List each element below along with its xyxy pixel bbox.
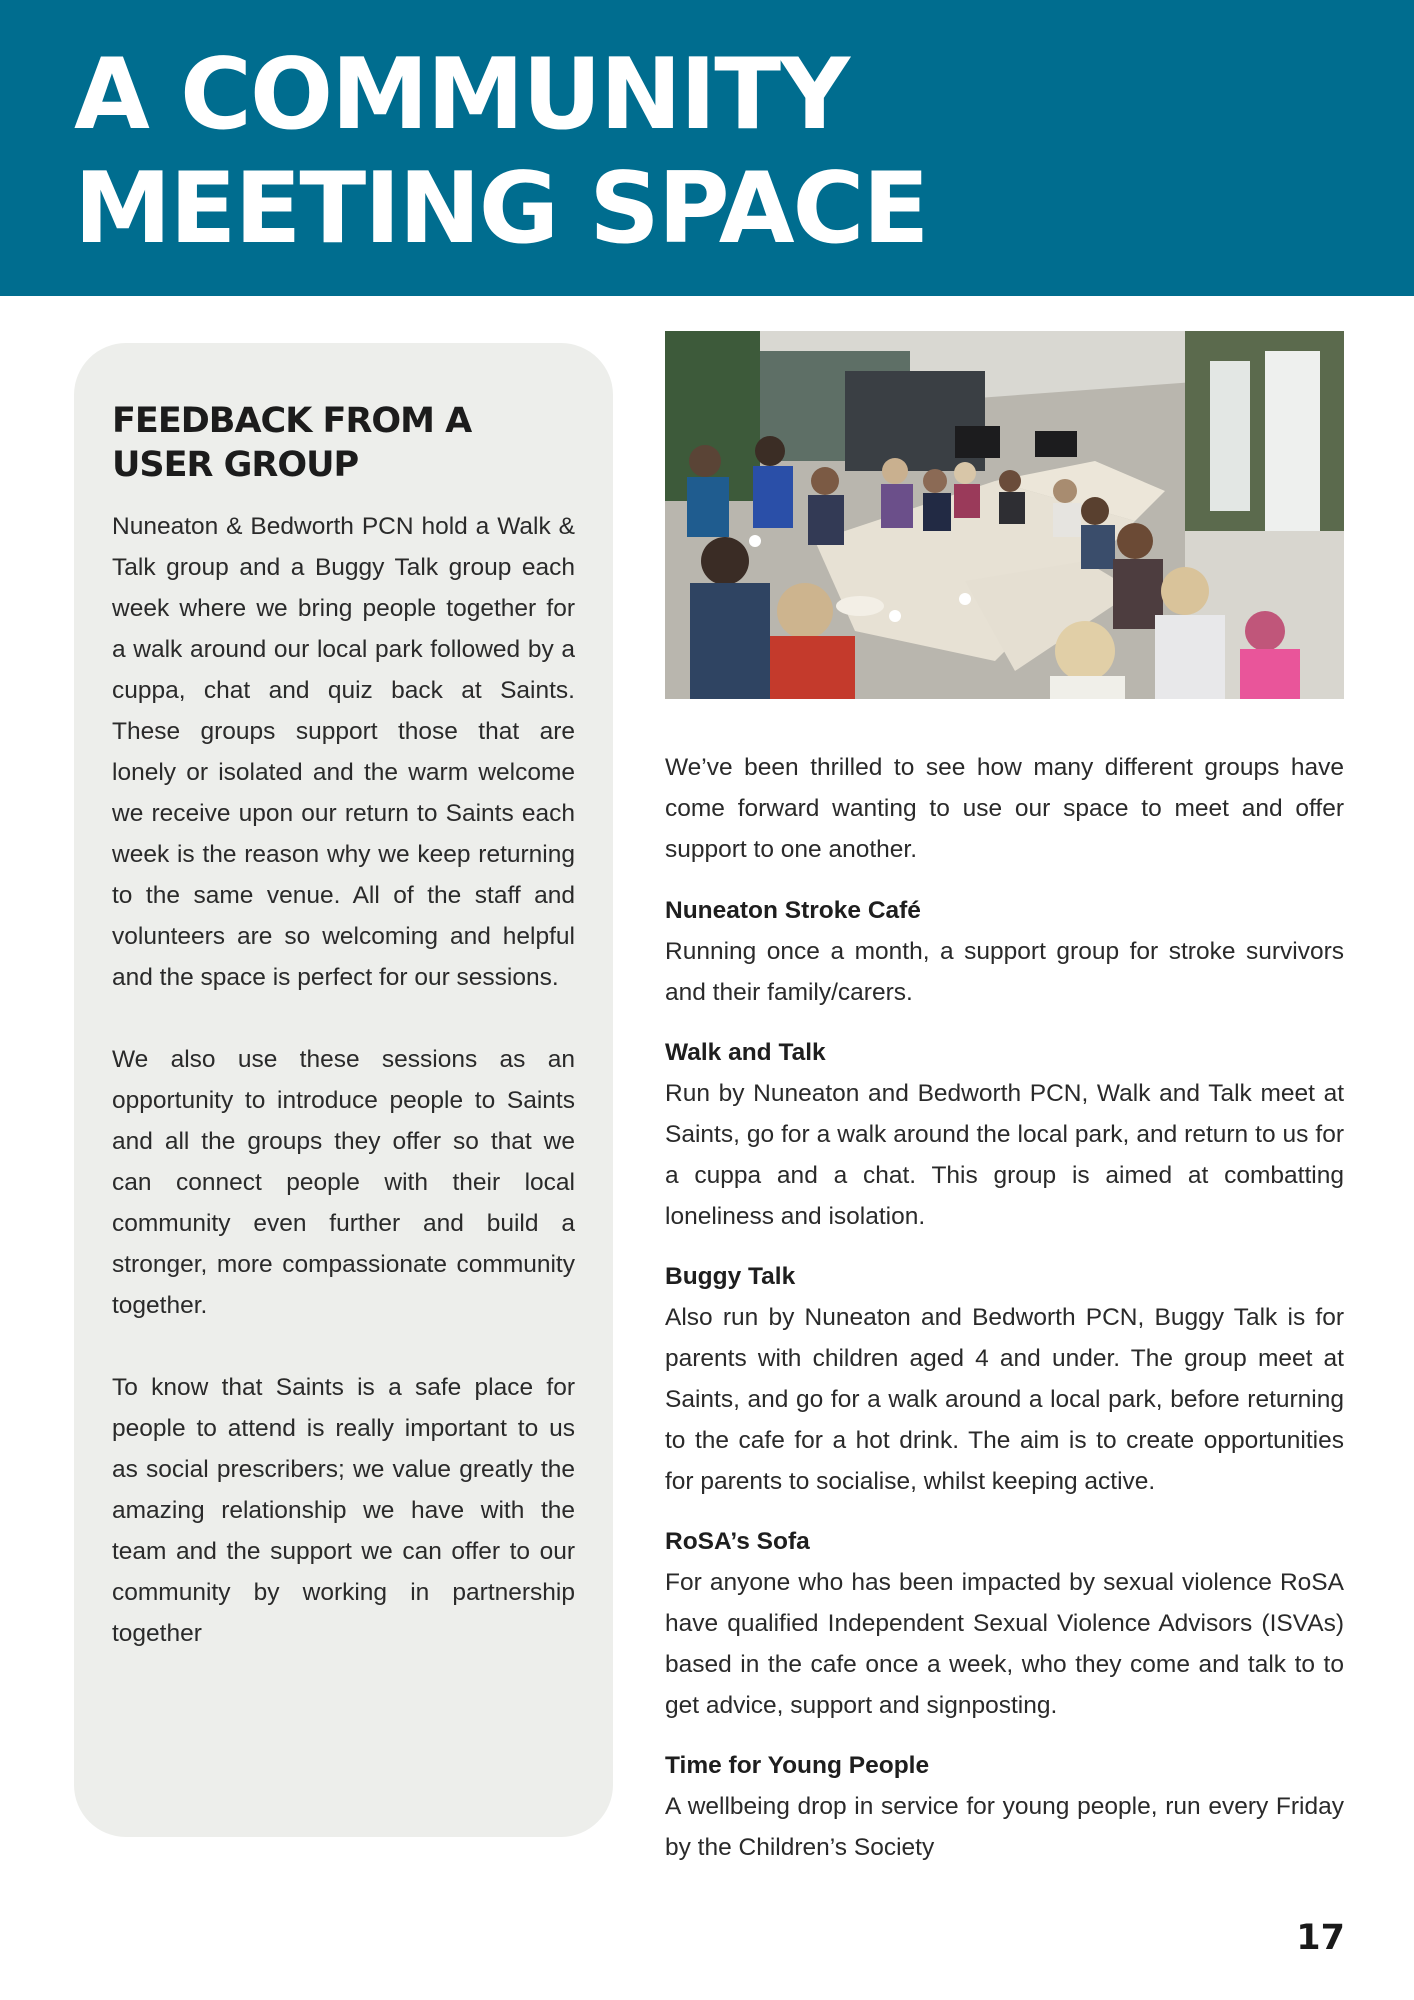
feedback-heading: FEEDBACK FROM A USER GROUP [112,401,472,485]
feedback-paragraph: Nuneaton & Bedworth PCN hold a Walk & Talk group and a Buggy Talk group each week where we bring people together for a walk around our local park followed by a cuppa, chat and quiz back at Saints. These groups support those that are lonely or isolated and the warm welcome we receive upon our return to Saints each week is the reason why we keep returning to the same venue. All of the staff and volunteers are so welcoming and helpful and the space is perfect for our sessions. [112,513,575,991]
group-item [665,1032,1344,1237]
group-title: Nuneaton Stroke Café [665,897,921,924]
groups-column [665,747,1344,1887]
group-item [665,1521,1344,1726]
page-title [74,38,927,266]
group-description: A wellbeing drop in service for young people, run every Friday by the Children’s Society [665,1793,1344,1861]
group-item [665,890,1344,1013]
feedback-body [112,506,575,1695]
group-title: Time for Young People [665,1752,930,1779]
group-meeting-photo [665,331,1344,699]
feedback-card [74,343,613,1837]
group-description: Run by Nuneaton and Bedworth PCN, Walk and Talk meet at Saints, go for a walk around the local park, and return to us for a cuppa and a chat. This group is aimed at combatting loneliness and isolation. [665,1080,1344,1230]
intro-text: We’ve been thrilled to see how many different groups have come forward wanting to use our space to meet and offer support to one another. [665,754,1344,863]
feedback-paragraph: To know that Saints is a safe place for people to attend is really important to us as social prescribers; we value greatly the amazing relationship we have with the team and the support we can offer to our community by working in partnership together [112,1374,575,1647]
group-title: RoSA’s Sofa [665,1528,810,1555]
group-description: Running once a month, a support group for stroke survivors and their family/carers. [665,938,1344,1006]
header-banner [0,0,1414,296]
page-title-line-1: A COMMUNITY [74,38,849,152]
feedback-paragraph: We also use these sessions as an opportunity to introduce people to Saints and all the groups they offer so that we can connect people with their local community even further and build a stronger, more compassionate community together. [112,1046,575,1319]
group-description: For anyone who has been impacted by sexual violence RoSA have qualified Independent Sexual Violence Advisors (ISVAs) based in the cafe once a week, who they come and talk to to get advice, support and signposting. [665,1569,1344,1719]
group-description: Also run by Nuneaton and Bedworth PCN, Buggy Talk is for parents with children aged 4 and under. The group meet at Saints, and go for a walk around a local park, before returning to the cafe for a hot drink. The aim is to create opportunities for parents to socialise, whilst keeping active. [665,1304,1344,1495]
group-title: Walk and Talk [665,1039,826,1066]
photo-illustration [665,331,1344,699]
group-item [665,1256,1344,1502]
group-item [665,1745,1344,1868]
page-title-line-2: MEETING SPACE [74,152,928,266]
page-number: 17 [1296,1918,1345,1958]
group-title: Buggy Talk [665,1263,796,1290]
